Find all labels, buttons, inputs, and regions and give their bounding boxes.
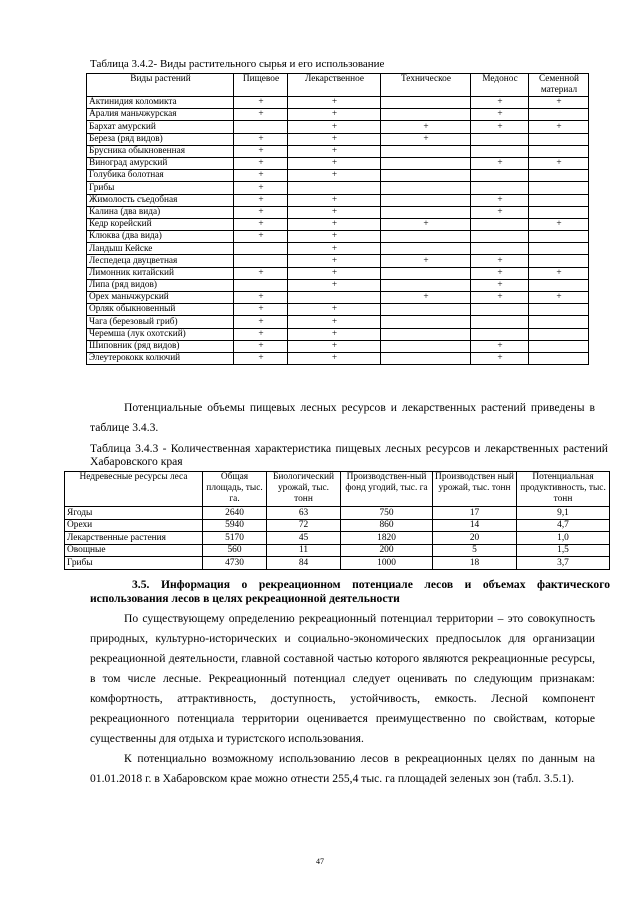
table-row — [65, 519, 610, 532]
table-cell: + — [471, 279, 529, 291]
table-cell — [529, 243, 589, 255]
row-label-cell: Леспедеца двуцветная — [87, 255, 234, 267]
row-label-cell: Брусника обыкновенная — [87, 145, 234, 157]
table-cell: + — [234, 292, 288, 304]
table-cell: + — [529, 97, 589, 109]
table-cell — [471, 328, 529, 340]
table2-caption: Таблица 3.4.3 - Количественная характеристика пищевых лесных ресурсов и лекарственных растений Хабаровского края — [90, 442, 608, 468]
table-cell — [288, 182, 381, 194]
row-label-cell: Черемша (лук охотский) — [87, 328, 234, 340]
table1-header-cell: Виды растений — [87, 74, 234, 97]
table-cell — [381, 97, 471, 109]
table-cell: + — [288, 279, 381, 291]
table-cell: + — [381, 292, 471, 304]
section-body — [90, 609, 595, 789]
table-row — [87, 121, 589, 133]
table-cell: + — [234, 170, 288, 182]
table-cell: + — [234, 304, 288, 316]
table-cell — [381, 352, 471, 364]
row-label-cell: Грибы — [87, 182, 234, 194]
table-cell: + — [471, 157, 529, 169]
table-row — [65, 557, 610, 570]
table2-body — [65, 472, 610, 570]
table-cell: + — [471, 255, 529, 267]
table-cell — [381, 267, 471, 279]
table-cell: + — [288, 304, 381, 316]
table-cell: + — [381, 121, 471, 133]
table-cell: 1000 — [341, 557, 433, 570]
table2-header-cell: Производствен ный урожай, тыс. тонн — [433, 472, 517, 507]
row-label-cell: Клюква (два вида) — [87, 231, 234, 243]
table-cell — [381, 157, 471, 169]
table-row — [87, 182, 589, 194]
table-cell — [471, 133, 529, 145]
table-cell: + — [471, 194, 529, 206]
table-cell: 5 — [433, 544, 517, 557]
table-cell — [381, 279, 471, 291]
row-label-cell: Лекарственные растения — [65, 532, 203, 545]
table-cell: + — [288, 267, 381, 279]
table-cell: + — [529, 157, 589, 169]
table-cell: + — [288, 243, 381, 255]
table-cell — [381, 182, 471, 194]
table-cell: 5170 — [203, 532, 267, 545]
table-cell — [381, 206, 471, 218]
table-cell: + — [288, 97, 381, 109]
table-cell: + — [288, 121, 381, 133]
table2-header-cell: Потенциальная продуктивность, тыс. тонн — [517, 472, 610, 507]
row-label-cell: Элеутерококк колючий — [87, 352, 234, 364]
row-label-cell: Калина (два вида) — [87, 206, 234, 218]
table-cell: + — [234, 340, 288, 352]
table-cell: + — [234, 316, 288, 328]
table-cell — [529, 316, 589, 328]
row-label-cell: Шиповник (ряд видов) — [87, 340, 234, 352]
table-cell — [471, 316, 529, 328]
row-label-cell: Чага (березовый гриб) — [87, 316, 234, 328]
table-cell: 1820 — [341, 532, 433, 545]
table-cell — [381, 231, 471, 243]
row-label-cell: Орех маньчжурский — [87, 292, 234, 304]
row-label-cell: Ягоды — [65, 507, 203, 520]
table-cell: + — [471, 97, 529, 109]
table-cell — [381, 340, 471, 352]
table-cell — [529, 145, 589, 157]
table-cell: + — [288, 157, 381, 169]
table-cell — [471, 218, 529, 230]
table-cell — [529, 340, 589, 352]
table-cell: + — [529, 121, 589, 133]
table-cell — [234, 121, 288, 133]
table-cell: + — [288, 218, 381, 230]
table-row — [87, 292, 589, 304]
table-cell: + — [471, 352, 529, 364]
table-cell: + — [234, 328, 288, 340]
table-cell: + — [529, 292, 589, 304]
row-label-cell: Жимолость съедобная — [87, 194, 234, 206]
table-row — [87, 218, 589, 230]
table-cell: + — [471, 109, 529, 121]
table-cell: 11 — [267, 544, 341, 557]
table-cell — [381, 109, 471, 121]
table-cell: + — [288, 316, 381, 328]
table-cell: 860 — [341, 519, 433, 532]
paragraph-green-zones: К потенциально возможному использованию лесов в рекреационных целях по данным на 01.01.2018 г. в Хабаровском крае можно отнести 255,4 тыс. га площадей зеленых зон (табл. 3.5.1). — [90, 752, 595, 785]
table-cell: 750 — [341, 507, 433, 520]
table-row — [65, 544, 610, 557]
row-label-cell: Виноград амурский — [87, 157, 234, 169]
row-label-cell: Актинидия коломикта — [87, 97, 234, 109]
table-cell: + — [234, 194, 288, 206]
table-cell: 84 — [267, 557, 341, 570]
table-cell — [529, 170, 589, 182]
table-cell — [471, 243, 529, 255]
table1-caption: Таблица 3.4.2- Виды растительного сырья и его использование — [90, 58, 385, 70]
table-cell: + — [288, 231, 381, 243]
row-label-cell: Овощные — [65, 544, 203, 557]
row-label-cell: Липа (ряд видов) — [87, 279, 234, 291]
table-cell — [529, 279, 589, 291]
plant-raw-materials-table — [86, 73, 589, 365]
table-cell: 17 — [433, 507, 517, 520]
table-cell: + — [381, 133, 471, 145]
table-cell — [381, 328, 471, 340]
table-row — [87, 255, 589, 267]
table-cell: 5940 — [203, 519, 267, 532]
table-cell: + — [288, 133, 381, 145]
table-row — [87, 133, 589, 145]
table2-header-cell: Производствен-ный фонд угодий, тыс. га — [341, 472, 433, 507]
table-row — [65, 507, 610, 520]
table-cell: 45 — [267, 532, 341, 545]
table-cell — [381, 170, 471, 182]
table-cell — [471, 182, 529, 194]
table-cell: 18 — [433, 557, 517, 570]
table-cell: 1,0 — [517, 532, 610, 545]
table-row — [87, 352, 589, 364]
table-cell: 9,1 — [517, 507, 610, 520]
table-cell: 4,7 — [517, 519, 610, 532]
table-cell: 14 — [433, 519, 517, 532]
table-cell: + — [529, 267, 589, 279]
table-cell: 200 — [341, 544, 433, 557]
table-cell: + — [288, 145, 381, 157]
table-cell — [471, 145, 529, 157]
table-cell — [234, 255, 288, 267]
table-cell: + — [234, 206, 288, 218]
table2-header-cell: Биологический урожай, тыс. тонн — [267, 472, 341, 507]
table1-header-cell: Семенной материал — [529, 74, 589, 97]
table-row — [87, 304, 589, 316]
table1-header-cell: Пищевое — [234, 74, 288, 97]
table-cell: + — [288, 194, 381, 206]
table-cell: + — [288, 255, 381, 267]
food-resources-table — [64, 471, 610, 570]
table1-header-cell: Техническое — [381, 74, 471, 97]
table-cell — [471, 231, 529, 243]
table1-header-cell: Лекарственное — [288, 74, 381, 97]
page-number: 47 — [316, 857, 324, 866]
table-cell: + — [471, 340, 529, 352]
table-row — [87, 157, 589, 169]
table-cell: + — [288, 340, 381, 352]
row-label-cell: Кедр корейский — [87, 218, 234, 230]
table-cell: 1,5 — [517, 544, 610, 557]
table-cell: + — [234, 109, 288, 121]
table-cell — [529, 328, 589, 340]
table-cell — [234, 279, 288, 291]
table-cell — [381, 316, 471, 328]
table-cell: + — [234, 267, 288, 279]
paragraph-potential-volumes: Потенциальные объемы пищевых лесных ресурсов и лекарственных растений приведены в таблице 3.4.3. — [90, 401, 595, 434]
table-cell: 560 — [203, 544, 267, 557]
table-cell: + — [471, 121, 529, 133]
table1-header-row — [87, 74, 589, 97]
table-row — [87, 243, 589, 255]
table2-header-cell: Общая площадь, тыс. га. — [203, 472, 267, 507]
table-cell: + — [234, 97, 288, 109]
table2-header-row — [65, 472, 610, 507]
table-cell: + — [234, 352, 288, 364]
table-row — [87, 267, 589, 279]
table-cell — [381, 194, 471, 206]
row-label-cell: Бархат амурский — [87, 121, 234, 133]
table-cell — [529, 206, 589, 218]
table-row — [87, 340, 589, 352]
table-row — [87, 316, 589, 328]
table-cell: 4730 — [203, 557, 267, 570]
row-label-cell: Голубика болотная — [87, 170, 234, 182]
table1-body — [87, 74, 589, 365]
table-cell: 72 — [267, 519, 341, 532]
row-label-cell: Грибы — [65, 557, 203, 570]
table-cell: + — [234, 157, 288, 169]
table-cell — [529, 109, 589, 121]
table-row — [87, 206, 589, 218]
table-cell: 63 — [267, 507, 341, 520]
table-cell — [529, 304, 589, 316]
table-cell — [529, 255, 589, 267]
row-label-cell: Береза (ряд видов) — [87, 133, 234, 145]
table-cell — [288, 292, 381, 304]
table-cell: + — [471, 292, 529, 304]
section-heading: 3.5. Информация о рекреационном потенциале лесов и объемах фактического использования лесов в целях рекреационной деятельности — [90, 578, 610, 605]
table-row — [87, 109, 589, 121]
table-cell: + — [234, 145, 288, 157]
table-cell — [381, 243, 471, 255]
table-cell: + — [288, 328, 381, 340]
table-cell — [471, 170, 529, 182]
table-cell: 20 — [433, 532, 517, 545]
table-row — [87, 194, 589, 206]
row-label-cell: Орляк обыкновенный — [87, 304, 234, 316]
table-cell: + — [381, 255, 471, 267]
table-cell — [381, 304, 471, 316]
table-cell — [529, 194, 589, 206]
table-cell — [529, 133, 589, 145]
table-cell — [529, 231, 589, 243]
row-label-cell: Аралия маньчжурская — [87, 109, 234, 121]
row-label-cell: Лимонник китайский — [87, 267, 234, 279]
row-label-cell: Орехи — [65, 519, 203, 532]
table-cell: + — [471, 206, 529, 218]
table-cell: + — [234, 231, 288, 243]
table-cell: + — [288, 109, 381, 121]
table-row — [87, 279, 589, 291]
table-cell: 3,7 — [517, 557, 610, 570]
table-row — [87, 97, 589, 109]
table-cell: 2640 — [203, 507, 267, 520]
table-row — [87, 145, 589, 157]
row-label-cell: Ландыш Кейске — [87, 243, 234, 255]
table-cell — [381, 145, 471, 157]
table1-header-cell: Медонос — [471, 74, 529, 97]
table-cell: + — [288, 352, 381, 364]
paragraph-recreational-potential: По существующему определению рекреационный потенциал территории – это совокупность природных, культурно-исторических и социально-экономических предпосылок для организации рекреационной деятельности, главной составной частью которого являются рекреационные ресурсы, в том числе лесные. Рекреационный потенциал следует оценивать по следующим признакам: комфортность, аттрактивность, доступность, устойчивость, емкость. Лесной компонент рекреационного потенциала территории оценивается преимущественно по свойствам, которые существенны для отдыха и туристского использования. — [90, 612, 595, 745]
table-cell — [529, 352, 589, 364]
table-cell — [471, 304, 529, 316]
table-cell: + — [234, 133, 288, 145]
table-cell: + — [381, 218, 471, 230]
table-cell — [529, 182, 589, 194]
table-row — [87, 170, 589, 182]
table-row — [87, 231, 589, 243]
table-row — [87, 328, 589, 340]
table2-header-cell: Недревесные ресурсы леса — [65, 472, 203, 507]
table-cell: + — [288, 170, 381, 182]
table-cell — [234, 243, 288, 255]
table-row — [65, 532, 610, 545]
table-cell: + — [288, 206, 381, 218]
table-cell: + — [471, 267, 529, 279]
table-cell: + — [529, 218, 589, 230]
table-cell: + — [234, 218, 288, 230]
table-cell: + — [234, 182, 288, 194]
